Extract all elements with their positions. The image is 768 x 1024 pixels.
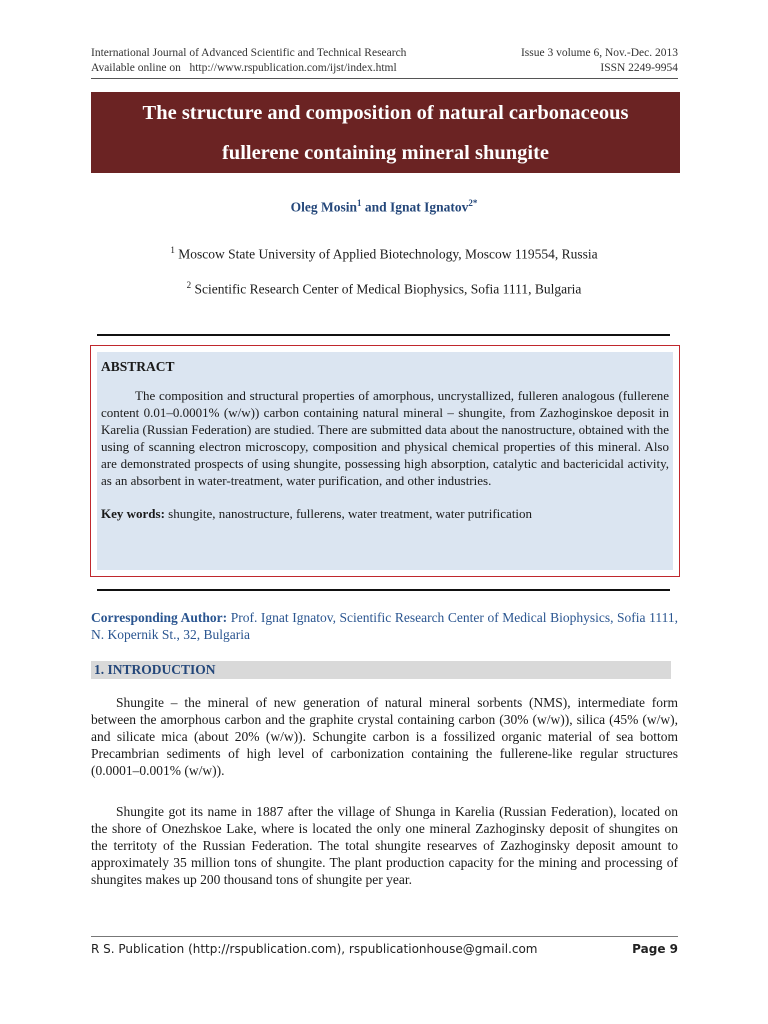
abstract-box: [90, 345, 680, 577]
author-list: [0, 198, 768, 216]
abstract-text: The composition and structural properties of amorphous, uncrystallized, fulleren analogous (fullerene content 0.01–0.0001% (w/w)) carbon containing natural mineral – shungite, from Zazhoginskoe deposit in Karelia (Russian Federation) are studied. There are submitted data about the nanostructure, obtained with the using of scanning electron microscopy, composition and physical chemical properties of this mineral. Also are demonstrated prospects of using shungite, possessing high absorption, catalytic and bactericidal activity, as an absorbent in water-treatment, water purification, and other industries.: [101, 388, 669, 488]
paper-title: [91, 92, 680, 173]
page-number: Page 9: [632, 942, 678, 956]
abstract-panel: [97, 352, 673, 570]
affiliation-1-text: Moscow State University of Applied Biotechnology, Moscow 119554, Russia: [174, 246, 598, 262]
online-url: Available online on http://www.rspublication.com/ijst/index.html: [91, 62, 397, 74]
affiliation-1-mark: 1: [170, 245, 175, 255]
title-line-1: The structure and composition of natural carbonaceous: [142, 102, 629, 124]
journal-name: International Journal of Advanced Scientific and Technical Research: [91, 47, 407, 59]
keywords: [101, 505, 669, 522]
affiliation-2-mark: 2: [186, 280, 192, 290]
publisher-info: R S. Publication (http://rspublication.com), rspublicationhouse@gmail.com: [91, 942, 538, 956]
author-connector: and: [361, 199, 390, 215]
footer-divider: [91, 936, 678, 937]
intro-paragraph-2: Shungite got its name in 1887 after the village of Shunga in Karelia (Russian Federation), located on the shore of Onezhskoe Lake, where is located the only one mineral Zazhoginsky deposit of shungites on the territoty of the Russian Federation. The total shungite researves of Zazhoginsky deposit amount to approximately 35 million tons of shungite. The plant production capacity for the mining and processing of shungites makes up 200 thousand tons of shungite per year.: [91, 804, 678, 887]
corresponding-author: [91, 609, 678, 643]
header-divider: [91, 78, 678, 79]
abstract-heading: ABSTRACT: [101, 359, 175, 374]
running-header: [91, 46, 678, 76]
author-2: Ignat Ignatov: [390, 199, 469, 215]
affiliation-2-text: Scientific Research Center of Medical Biophysics, Sofia 1111, Bulgaria: [191, 281, 582, 297]
affiliation-2: [0, 280, 768, 298]
divider-top: [97, 334, 670, 336]
author-1: Oleg Mosin: [290, 199, 357, 215]
corresponding-label: Corresponding Author:: [91, 610, 228, 625]
divider-bottom: [97, 589, 670, 591]
author-1-mark: 1: [356, 198, 362, 208]
issue-info: Issue 3 volume 6, Nov.-Dec. 2013: [520, 47, 678, 59]
corresponding-text: Prof. Ignat Ignatov, Scientific Research Center of Medical Biophysics, Sofia 1111, N. Kopernik St., 32, Bulgaria: [91, 610, 678, 642]
title-line-2: fullerene containing mineral shungite: [221, 142, 550, 164]
affiliation-1: [0, 245, 768, 263]
page-footer: [91, 942, 678, 956]
author-2-mark: 2*: [468, 198, 478, 208]
keywords-list: shungite, nanostructure, fullerens, water treatment, water putrification: [164, 506, 533, 521]
intro-paragraph-1: Shungite – the mineral of new generation of natural mineral sorbents (NMS), intermediate form between the amorphous carbon and the graphite crystal containing carbon (30% (w/w)), silica (45% (w/w), and silicate mica (about 20% (w/w)). Schungite carbon is a fossilized organic material of sea bottom Precambrian sediments of high level of carbonization containing the fullerene-like regular structures (0.0001–0.001% (w/w)).: [91, 695, 678, 778]
section-heading: 1. INTRODUCTION: [91, 661, 671, 679]
issn: ISSN 2249-9954: [600, 62, 678, 74]
keywords-label: Key words:: [101, 506, 165, 521]
